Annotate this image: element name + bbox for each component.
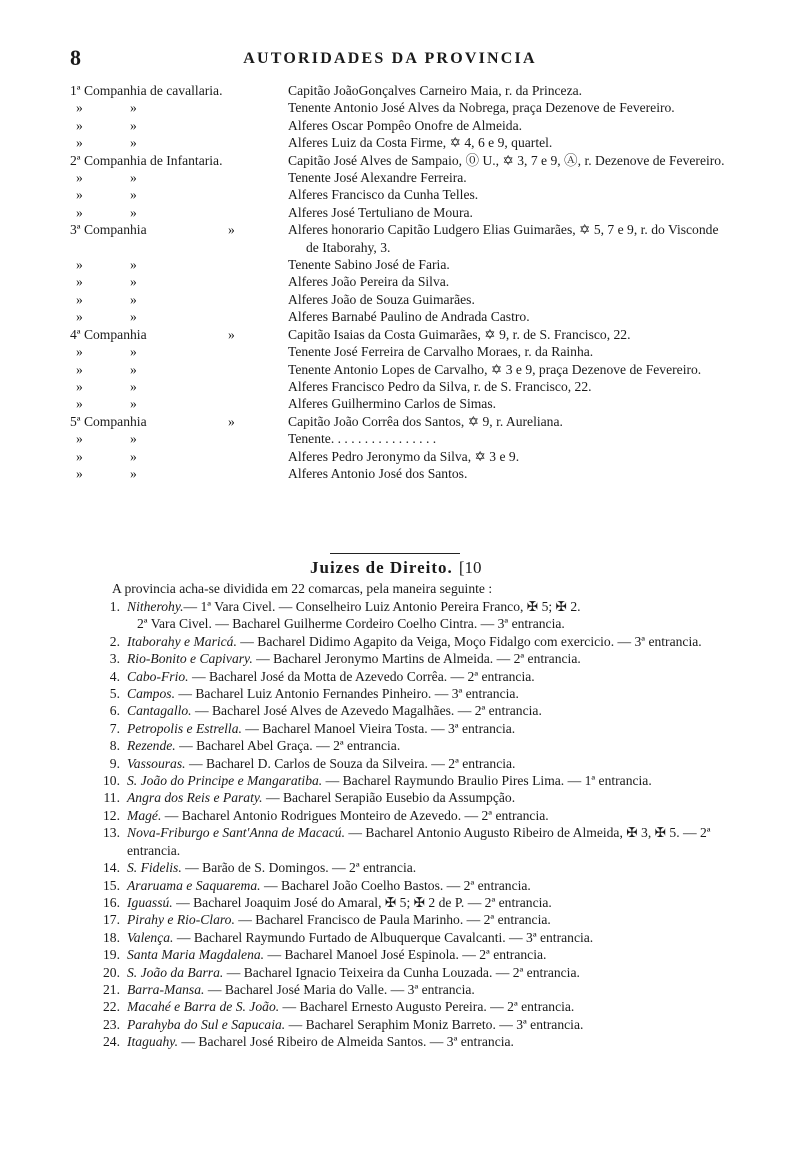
judge-details: — Bacharel Antonio Rodrigues Monteiro de Azevedo. — 2ª entrancia. (161, 807, 549, 823)
officer-unit: 4ª Companhia (70, 326, 147, 342)
officer-entry: Alferes João de Souza Guimarães. (288, 291, 475, 307)
judge-entry (90, 633, 730, 650)
judge-details: — Bacharel Ernesto Augusto Pereira. — 2ª entrancia. (279, 999, 575, 1015)
officer-row (70, 326, 730, 343)
judge-details: — Bacharel Didimo Agapito da Veiga, Moço Fidalgo com exercicio. — 3ª entrancia. (236, 633, 702, 649)
entry-text (127, 911, 730, 928)
officer-entry: Tenente Antonio José Alves da Nobrega, praça Dezenove de Fevereiro. (288, 100, 675, 116)
entry-number: 24. (103, 1034, 120, 1050)
entry-number: 8. (109, 738, 120, 754)
comarca-name: Parahyba do Sul e Sapucaia. (127, 1016, 286, 1032)
entry-text (127, 650, 730, 667)
judge-entry (90, 772, 730, 789)
officer-unit: » (76, 170, 83, 186)
officer-unit: 2ª Companhia de Infantaria. (70, 152, 223, 168)
section-divider (330, 553, 460, 554)
page-number: 8 (70, 45, 81, 70)
entry-number: 12. (103, 807, 120, 823)
officer-unit-ditto: » (228, 413, 235, 429)
comarca-name: Rio-Bonito e Capivary. (127, 651, 253, 667)
entry-number: 9. (109, 755, 120, 771)
judge-entry (90, 929, 730, 946)
judge-details: — Bacharel Jeronymo Martins de Almeida. — 2ª entrancia. (252, 651, 581, 667)
officer-row (70, 169, 730, 186)
officer-unit-ditto: » (130, 257, 137, 273)
officer-unit-ditto: » (130, 361, 137, 377)
judge-details: — Bacharel José Alves de Azevedo Magalhães. — 2ª entrancia. (191, 703, 542, 719)
comarca-name: Petropolis e Estrella. (127, 720, 242, 736)
entry-number: 17. (103, 912, 120, 928)
judge-details: — Barão de S. Domingos. — 2ª entrancia. (181, 860, 417, 876)
officer-unit-ditto: » (130, 187, 137, 203)
judge-entry (90, 911, 730, 928)
officer-row (70, 152, 730, 169)
officer-unit-ditto: » (130, 378, 137, 394)
judge-entry (90, 859, 730, 876)
entry-text (127, 755, 730, 772)
officers-list (70, 82, 730, 482)
officer-entry: Alferes José Tertuliano de Moura. (288, 204, 473, 220)
officer-unit-ditto: » (130, 431, 137, 447)
judge-entry (90, 981, 730, 998)
judge-entry (90, 789, 730, 806)
officer-unit-ditto: » (130, 291, 137, 307)
officer-unit: » (76, 465, 83, 481)
judges-list (90, 598, 730, 1051)
officer-entry: Capitão João Corrêa dos Santos, ✡ 9, r. Aureliana. (288, 413, 563, 429)
comarca-name: Nitherohy. (127, 599, 184, 614)
officer-entry: Capitão José Alves de Sampaio, ⓪ U., ✡ 3, 7 e 9, Ⓐ, r. Dezenove de Fevereiro. (288, 152, 725, 168)
entry-number: 22. (103, 999, 120, 1015)
entry-number: 16. (103, 894, 120, 910)
officer-unit-ditto: » (130, 396, 137, 412)
officer-entry: Alferes Pedro Jeronymo da Silva, ✡ 3 e 9. (288, 448, 520, 464)
officer-unit: 1ª Companhia de cavallaria. (70, 83, 223, 98)
judge-details: — Bacharel Raymundo Furtado de Albuquerque Cavalcanti. — 3ª entrancia. (173, 929, 594, 945)
entry-number: 3. (109, 651, 120, 667)
section-intro: A provincia acha-se dividida em 22 comarcas, pela maneira seguinte : (112, 581, 493, 596)
officer-unit-ditto: » (130, 309, 137, 325)
entry-number: 13. (103, 825, 120, 841)
officer-unit-ditto: » (228, 326, 235, 342)
judge-details: — 1ª Vara Civel. — Conselheiro Luiz Antonio Pereira Franco, ✠ 5; ✠ 2. (183, 599, 581, 614)
entry-number: 7. (109, 720, 120, 736)
officer-row (70, 361, 730, 378)
judge-details: — Bacharel Manoel José Espinola. — 2ª entrancia. (264, 947, 547, 963)
entry-number: 15. (103, 877, 120, 893)
officer-entry: Tenente Sabino José de Faria. (288, 257, 450, 273)
officer-row (70, 186, 730, 203)
judge-entry (90, 650, 730, 667)
officer-unit: » (76, 378, 83, 394)
officer-unit: » (76, 309, 83, 325)
comarca-name: Macahé e Barra de S. João. (127, 999, 280, 1015)
judge-details: — Bacharel Luiz Antonio Fernandes Pinheiro. — 3ª entrancia. (174, 686, 519, 702)
judge-entry (90, 807, 730, 824)
entry-text (127, 964, 730, 981)
officer-unit-ditto: » (130, 135, 137, 151)
entry-number: 4. (109, 668, 120, 684)
page-title: AUTORIDADES DA PROVINCIA (243, 50, 537, 67)
judge-entry (90, 685, 730, 702)
judge-details: — Bacharel Raymundo Braulio Pires Lima. — 1ª entrancia. (322, 773, 652, 789)
officer-row (70, 413, 730, 430)
officer-unit: » (76, 291, 83, 307)
officer-row (70, 465, 730, 482)
judge-entry (90, 998, 730, 1015)
officer-unit: » (76, 344, 83, 360)
officer-entry: Alferes Francisco da Cunha Telles. (288, 187, 479, 203)
judge-details: — Bacharel D. Carlos de Souza da Silveira. — 2ª entrancia. (185, 755, 516, 771)
judge-details: — Bacharel Seraphim Moniz Barreto. — 3ª entrancia. (285, 1016, 584, 1032)
judge-details: — Bacharel Francisco de Paula Marinho. — 2ª entrancia. (234, 912, 551, 928)
entry-text (127, 772, 730, 789)
entry-text (127, 877, 730, 894)
comarca-name: Itaguahy. (127, 1034, 178, 1050)
comarca-name: S. João da Barra. (127, 964, 224, 980)
officer-unit-ditto: » (130, 448, 137, 464)
entry-text (127, 807, 730, 824)
judge-details: — Bacharel Manoel Vieira Tosta. — 3ª entrancia. (241, 720, 516, 736)
officer-entry: Alferes Oscar Pompêo Onofre de Almeida. (288, 117, 523, 133)
entry-number: 21. (103, 981, 120, 997)
officer-unit: » (76, 448, 83, 464)
comarca-name: Araruama e Saquarema. (127, 877, 261, 893)
entry-text (127, 894, 730, 911)
entry-number: 14. (103, 860, 120, 876)
officer-row (70, 256, 730, 273)
judge-entry (90, 737, 730, 754)
judge-details: — Bacharel José da Motta de Azevedo Corrêa. — 2ª entrancia. (188, 668, 535, 684)
officer-row (70, 204, 730, 221)
officer-entry: Tenente Antonio Lopes de Carvalho, ✡ 3 e 9, praça Dezenove de Fevereiro. (288, 361, 702, 377)
judge-entry (90, 668, 730, 685)
judge-details: — Bacharel João Coelho Bastos. — 2ª entrancia. (260, 877, 531, 893)
entry-number: 10. (103, 773, 120, 789)
officer-entry: Alferes Antonio José dos Santos. (288, 465, 468, 481)
entry-number: 20. (103, 964, 120, 980)
officer-row (70, 378, 730, 395)
judge-entry (90, 877, 730, 894)
officer-unit: » (76, 431, 83, 447)
entry-text (127, 702, 730, 719)
entry-number: 11. (103, 790, 120, 806)
officer-row (70, 117, 730, 134)
officer-unit-ditto: » (130, 100, 137, 116)
comarca-name: Rezende. (127, 738, 176, 754)
officer-entry: Alferes Luiz da Costa Firme, ✡ 4, 6 e 9, quartel. (288, 135, 553, 151)
judge-entry (90, 720, 730, 737)
entry-number: 23. (103, 1016, 120, 1032)
officer-row (70, 343, 730, 360)
officer-unit-ditto: » (130, 170, 137, 186)
judge-entry (90, 964, 730, 981)
officer-row (70, 448, 730, 465)
entry-number: 1. (109, 599, 120, 614)
judge-details: — Bacharel Joaquim José do Amaral, ✠ 5; ✠ 2 de P. — 2ª entrancia. (172, 894, 552, 910)
officer-unit-ditto: » (130, 204, 137, 220)
officer-unit-ditto: » (130, 465, 137, 481)
comarca-name: Nova-Friburgo e Sant'Anna de Macacú. (127, 825, 345, 841)
judge-entry (90, 946, 730, 963)
officer-entry: Alferes Francisco Pedro da Silva, r. de S. Francisco, 22. (288, 378, 592, 394)
officer-row (70, 99, 730, 116)
officer-row (70, 308, 730, 325)
entry-text (127, 824, 730, 859)
judge-details: — Bacharel Ignacio Teixeira da Cunha Louzada. — 2ª entrancia. (223, 964, 580, 980)
entry-text (127, 685, 730, 702)
entry-text (127, 668, 730, 685)
officer-entry: Alferes João Pereira da Silva. (288, 274, 450, 290)
officer-unit: » (76, 100, 83, 116)
entry-text (127, 981, 730, 998)
entry-text (127, 998, 730, 1015)
comarca-name: Barra-Mansa. (127, 981, 205, 997)
entry-number: 5. (109, 686, 120, 702)
comarca-name: Cabo-Frio. (127, 668, 189, 684)
officer-row (70, 395, 730, 412)
entry-text (127, 598, 730, 633)
comarca-name: Campos. (127, 686, 175, 702)
comarca-name: Valença. (127, 929, 174, 945)
officer-entry: Alferes Guilhermino Carlos de Simas. (288, 396, 497, 412)
officer-entry: Alferes honorario Capitão Ludgero Elias Guimarães, ✡ 5, 7 e 9, r. do Visconde de Itaborahy, 3. (288, 222, 719, 255)
officer-unit: » (76, 204, 83, 220)
officer-unit: 3ª Companhia (70, 222, 147, 238)
judge-entry (90, 1016, 730, 1033)
officer-unit: » (76, 396, 83, 412)
entry-text (127, 737, 730, 754)
officer-row (70, 273, 730, 290)
officer-unit: » (76, 361, 83, 377)
officer-unit: » (76, 117, 83, 133)
judge-entry (90, 598, 730, 633)
judge-entry (90, 755, 730, 772)
comarca-name: Vassouras. (127, 755, 186, 771)
comarca-name: Itaborahy e Maricá. (127, 633, 237, 649)
comarca-name: Angra dos Reis e Paraty. (127, 790, 263, 806)
officer-unit-ditto: » (130, 344, 137, 360)
officer-entry: Tenente. . . . . . . . . . . . . . . . (288, 431, 437, 447)
judge-details: — Bacharel Serapião Eusebio da Assumpção. (262, 790, 516, 806)
entry-text (127, 633, 730, 650)
entry-number: 18. (103, 929, 120, 945)
comarca-name: Cantagallo. (127, 703, 192, 719)
judge-details: — Bacharel José Ribeiro de Almeida Santos. — 3ª entrancia. (177, 1034, 514, 1050)
judge-details-continued: 2ª Vara Civel. — Bacharel Guilherme Cordeiro Coelho Cintra. — 3ª entrancia. (137, 616, 565, 632)
officer-unit-ditto: » (228, 222, 235, 238)
judge-entry (90, 702, 730, 719)
comarca-name: S. Fidelis. (127, 860, 182, 876)
judge-entry (90, 894, 730, 911)
officer-row (70, 134, 730, 151)
section-note: [10 (458, 558, 482, 577)
comarca-name: Iguassú. (127, 894, 173, 910)
comarca-name: S. João do Principe e Mangaratiba. (127, 773, 323, 789)
officer-row (70, 221, 730, 256)
officer-unit: » (76, 187, 83, 203)
officer-row (70, 291, 730, 308)
entry-text (127, 720, 730, 737)
officer-row (70, 430, 730, 447)
officer-entry: Capitão Isaias da Costa Guimarães, ✡ 9, r. de S. Francisco, 22. (288, 326, 631, 342)
section-title: Juizes de Direito. (310, 558, 453, 577)
entry-text (127, 929, 730, 946)
officer-entry: Capitão JoãoGonçalves Carneiro Maia, r. da Princeza. (288, 83, 583, 98)
entry-number: 19. (103, 947, 120, 963)
officer-unit: » (76, 274, 83, 290)
entry-number: 6. (109, 703, 120, 719)
officer-row (70, 82, 730, 99)
officer-entry: Tenente José Ferreira de Carvalho Moraes, r. da Rainha. (288, 344, 594, 360)
judge-details: — Bacharel Abel Graça. — 2ª entrancia. (175, 738, 401, 754)
officer-unit-ditto: » (130, 274, 137, 290)
officer-unit: » (76, 257, 83, 273)
comarca-name: Santa Maria Magdalena. (127, 947, 265, 963)
entry-number: 2. (109, 633, 120, 649)
officer-unit: 5ª Companhia (70, 413, 147, 429)
entry-text (127, 1016, 730, 1033)
entry-text (127, 859, 730, 876)
comarca-name: Magé. (127, 807, 162, 823)
judge-entry (90, 824, 730, 859)
judge-details: — Bacharel Antonio Augusto Ribeiro de Almeida, ✠ 3, ✠ 5. — 2ª entrancia. (127, 825, 711, 858)
section-heading (310, 558, 670, 578)
judge-entry (90, 1033, 730, 1050)
officer-unit: » (76, 135, 83, 151)
officer-entry: Tenente José Alexandre Ferreira. (288, 170, 467, 186)
officer-entry: Alferes Barnabé Paulino de Andrada Castro. (288, 309, 530, 325)
officer-unit-ditto: » (130, 117, 137, 133)
entry-text (127, 946, 730, 963)
judge-details: — Bacharel José Maria do Valle. — 3ª entrancia. (204, 981, 475, 997)
entry-text (127, 789, 730, 806)
comarca-name: Pirahy e Rio-Claro. (127, 912, 235, 928)
entry-text (127, 1033, 730, 1050)
